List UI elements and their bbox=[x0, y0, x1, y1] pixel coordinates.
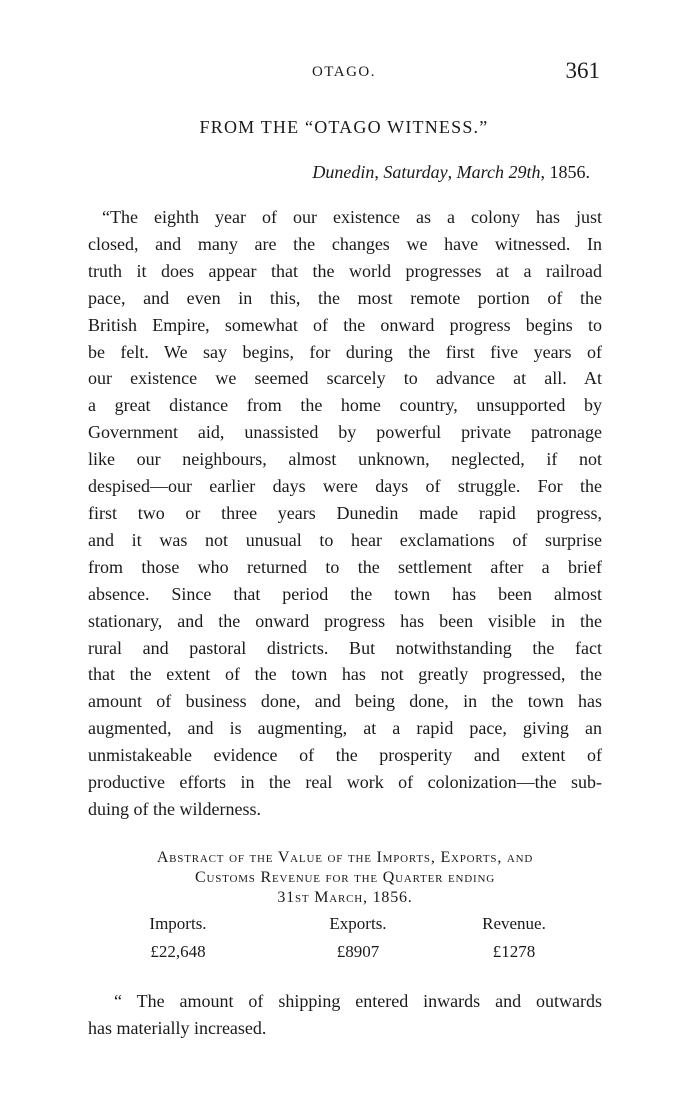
running-head bbox=[88, 58, 600, 88]
body-line: despised—our earlier days were days of struggle. For the bbox=[88, 476, 602, 497]
dateline-month: March bbox=[456, 162, 504, 182]
body-line: duing of the wilderness. bbox=[88, 798, 261, 819]
body-line: truth it does appear that the world progresses at a railroad bbox=[88, 260, 602, 281]
body-line: stationary, and the onward progress has been visible in the bbox=[88, 610, 602, 631]
body-line: absence. Since that period the town has been almost bbox=[88, 583, 602, 604]
closing-paragraph bbox=[88, 988, 602, 1042]
dateline: Dunedin, Saturday, March 29th, 1856. bbox=[312, 162, 590, 182]
body-line: unmistakeable evidence of the prosperity and extent of bbox=[88, 745, 602, 766]
dateline-place: Dunedin bbox=[312, 162, 375, 182]
abstract-heading bbox=[88, 848, 602, 908]
value-imports: £22,648 bbox=[150, 942, 206, 961]
closing-line: “ The amount of shipping entered inwards and outwards bbox=[114, 991, 602, 1011]
body-line: British Empire, somewhat of the onward progress begins to bbox=[88, 314, 602, 335]
body-line: pace, and even in this, the most remote portion of the bbox=[88, 287, 602, 308]
page-number: 361 bbox=[565, 58, 600, 83]
body-line: augmented, and is augmenting, at a rapid pace, giving an bbox=[88, 718, 602, 739]
abstract-line-2: Customs Revenue for the Quarter ending bbox=[195, 869, 495, 886]
article-body bbox=[88, 204, 602, 823]
body-line: “The eighth year of our existence as a colony has just bbox=[102, 207, 602, 227]
body-line: our existence we seemed scarcely to advance at all. At bbox=[88, 368, 602, 389]
body-line: Government aid, unassisted by powerful private patronage bbox=[88, 422, 602, 443]
dateline-day-number: 29th bbox=[508, 162, 541, 182]
body-line: that the extent of the town has not greatly progressed, the bbox=[88, 664, 602, 685]
abstract-line-3: 31st March, 1856. bbox=[277, 889, 413, 906]
body-line: rural and pastoral districts. But notwithstanding the fact bbox=[88, 637, 602, 658]
body-line: from those who returned to the settlement after a brief bbox=[88, 556, 602, 577]
body-line: like our neighbours, almost unknown, neglected, if not bbox=[88, 449, 602, 470]
dateline-day: Saturday bbox=[383, 162, 448, 182]
body-line: amount of business done, and being done, in the town has bbox=[88, 691, 602, 712]
column-exports: Exports. bbox=[329, 914, 387, 933]
body-line: and it was not unusual to hear exclamations of surprise bbox=[88, 529, 602, 550]
value-revenue: £1278 bbox=[492, 942, 536, 961]
body-line: be felt. We say begins, for during the first five years of bbox=[88, 341, 602, 362]
running-title: OTAGO. bbox=[311, 64, 377, 80]
abstract-line-1: Abstract of the Value of the Imports, Exports, and bbox=[156, 849, 534, 866]
body-line: first two or three years Dunedin made rapid progress, bbox=[88, 502, 602, 523]
value-exports: £8907 bbox=[336, 942, 380, 961]
body-line: closed, and many are the changes we have witnessed. In bbox=[88, 233, 602, 254]
closing-line: has materially increased. bbox=[88, 1018, 267, 1038]
source-heading: FROM THE “OTAGO WITNESS.” bbox=[199, 117, 489, 137]
column-imports: Imports. bbox=[149, 914, 207, 933]
dateline-year: 1856. bbox=[549, 162, 590, 182]
body-line: a great distance from the home country, unsupported by bbox=[88, 395, 602, 416]
body-line: productive efforts in the real work of colonization—the sub- bbox=[88, 772, 602, 793]
column-revenue: Revenue. bbox=[482, 914, 546, 933]
